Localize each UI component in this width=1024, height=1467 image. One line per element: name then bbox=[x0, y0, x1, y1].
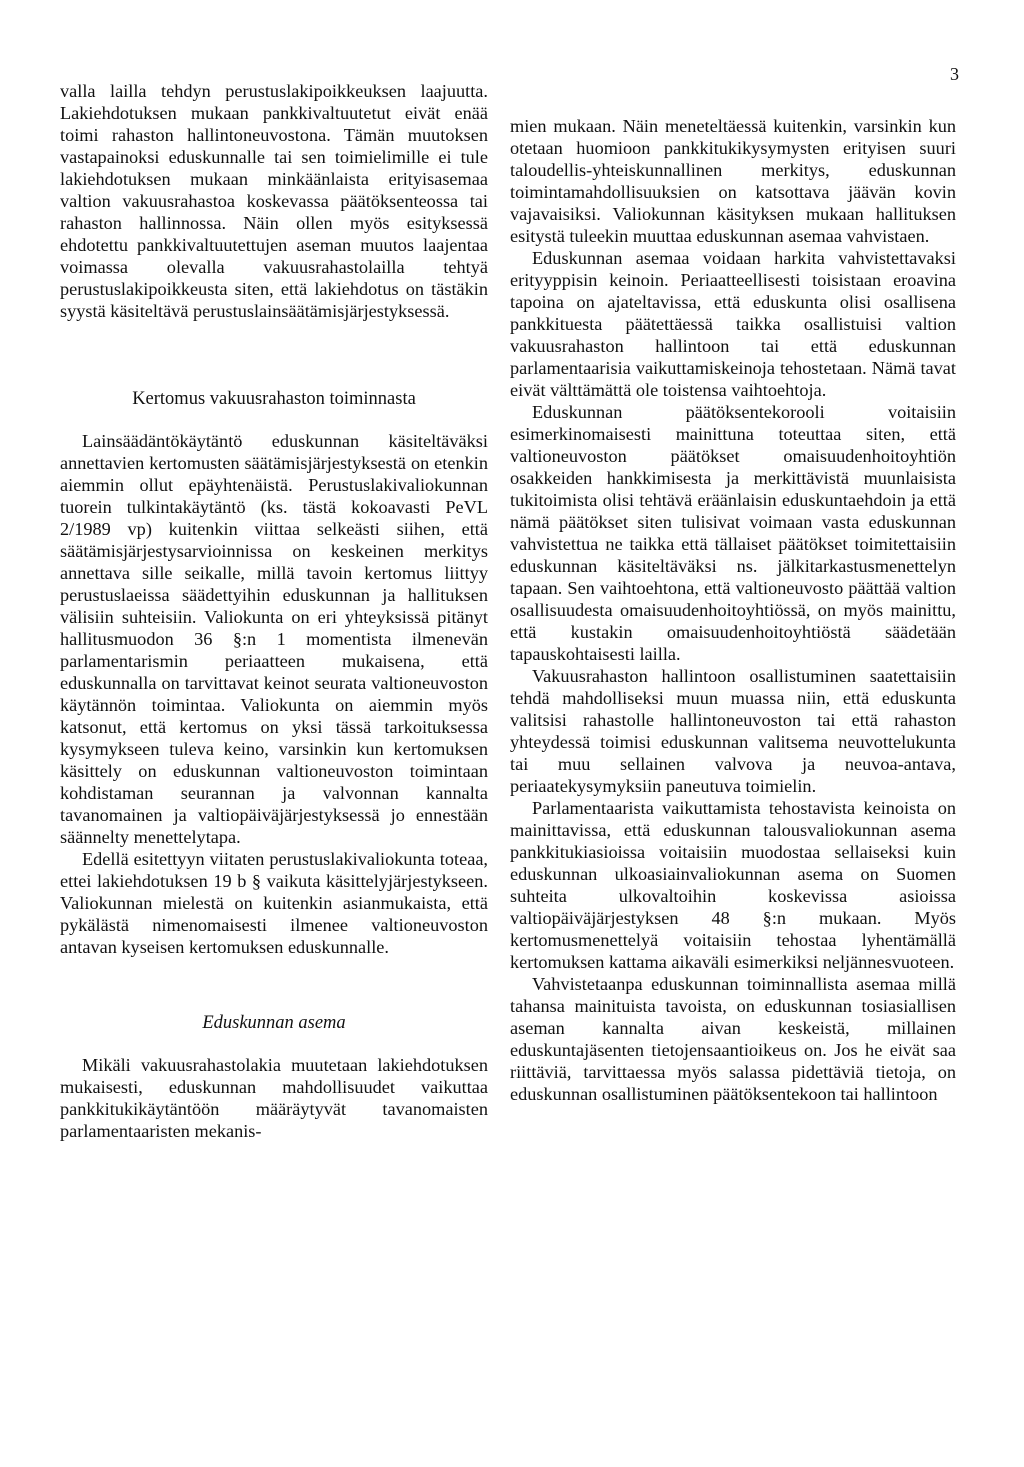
paragraph: Eduskunnan päätöksentekorooli voitaisiin esimerkinomaisesti mainittuna toteuttaa siten, että valtioneuvoston päätökset omaisuudenhoitoyhtiön osakkeiden hankkimisesta ja merkittävistä muunlaisista tukitoimista olisi tehtävä eräänlaisin eduskuntaehdoin ja että nämä päätökset siten tulisivat voimaan vasta eduskunnan vahvistettua ne taikka että tällaiset päätökset toimitettaisiin eduskunnan käsiteltäväksi ns. jälkitarkastusmenettelyn tapaan. Sen vaihtoehtona, että valtioneuvosto päättää valtion osallisuudesta omaisuudenhoitoyhtiössä, on myös mainittu, että kustakin omaisuudenhoitoyhtiöstä säädetään tapauskohtaisesti lailla. bbox=[510, 402, 956, 664]
paragraph: Parlamentaarista vaikuttamista tehostavista keinoista on mainittavissa, että eduskunnan talousvaliokunnan asema pankkitukiasioissa voitaisiin muodostaa sellaiseksi kuin eduskunnan ulkoasiainvaliokunnan asema on Suomen suhteita ulkovaltoihin koskevissa asioissa valtiopäiväjärjestyksen 48 §:n mukaan. Myös kertomusmenettelyä voitaisiin tehostaa lyhentämällä kertomuksen kattama aikaväli esimerkiksi neljännesvuoteen. bbox=[510, 798, 956, 972]
paragraph: mien mukaan. Näin meneteltäessä kuitenkin, varsinkin kun otetaan huomioon pankkitukikysymysten erityisen suuri taloudellis-yhteiskunnallinen merkitys, eduskunnan toimintamahdollisuuksien on katsottava jäävän kovin vajavaisiksi. Valiokunnan käsityksen mukaan hallituksen esitystä tuleekin muuttaa eduskunnan asemaa vahvistaen. bbox=[510, 116, 956, 246]
paragraph: Lainsäädäntökäytäntö eduskunnan käsiteltäväksi annettavien kertomusten säätämisjärjestyksestä on etenkin aiemmin ollut epäyhtenäistä. Perustuslakivaliokunnan tuorein tulkintakäytäntö (ks. tästä kokoavasti PeVL 2/1989 vp) kuitenkin viittaa selkeästi siihen, että säätämisjärjestysarvioinnissa on keskeinen merkitys annettava sille seikalle, millä tavoin kertomus liittyy perustuslaeissa säädettyihin eduskunnan ja hallituksen välisiin suhteisiin. Valiokunta on eri yhteyksissä pitänyt hallitusmuodon 36 §:n 1 momentista ilmenevän parlamentarismin periaatteen mukaisena, että eduskunnalla on tarvittavat keinot seurata valtioneuvoston käytännön toimintaa. Valiokunta on aiemmin myös katsonut, että kertomus on yksi tässä tarkoituksessa kysymykseen tuleva keino, varsinkin kun kertomuksen käsittely on eduskunnan valtioneuvoston toimintaan kohdistaman seurannan ja valvonnan kannalta tavanomainen ja valtiopäiväjärjestyksessä jo ennestään säännelty menettelytapa. bbox=[60, 431, 488, 847]
page-number: 3 bbox=[950, 64, 959, 84]
right-column bbox=[510, 115, 956, 1105]
paragraph: Edellä esitettyyn viitaten perustuslakivaliokunta toteaa, ettei lakiehdotuksen 19 b § vaikuta käsittelyjärjestykseen. Valiokunnan mielestä on kuitenkin asianmukaista, että pykälästä nimenomaisesti ilmenee valtioneuvoston antavan kyseisen kertomuksen eduskunnalle. bbox=[60, 849, 488, 957]
left-column bbox=[60, 80, 488, 1142]
paragraph: valla lailla tehdyn perustuslakipoikkeuksen laajuutta. Lakiehdotuksen mukaan pankkivaltuutetut eivät enää toimi rahaston hallintoneuvostona. Tämän muutoksen vastapainoksi eduskunnalle tai sen toimielimille ei tule lakiehdotuksen mukaan minkäänlaista erityisasemaa valtion vakuusrahastoa koskevassa päätöksenteossa tai rahaston hallinnossa. Näin ollen myös esityksessä ehdotettu pankkivaltuutettujen aseman muutos laajentaa voimassa olevalla vakuusrahastolailla tehtyä perustuslakipoikkeusta siten, että lakiehdotus on tästäkin syystä käsiteltävä perustuslainsäätämisjärjestyksessä. bbox=[60, 81, 488, 321]
section-heading-kertomus: Kertomus vakuusrahaston toiminnasta bbox=[132, 389, 416, 409]
paragraph: Mikäli vakuusrahastolakia muutetaan lakiehdotuksen mukaisesti, eduskunnan mahdollisuudet vaikuttaa pankkitukikäytäntöön määräytyvät tavanomaisten parlamentaaristen mekanis- bbox=[60, 1055, 488, 1141]
paragraph: Eduskunnan asemaa voidaan harkita vahvistettavaksi erityyppisin keinoin. Periaatteellisesti toisistaan eroavina tapoina on ajateltavissa, että eduskunta olisi osallisena pankkituesta päätettäessä taikka osallistuisi valtion vakuusrahaston hallintoon tai että eduskunnan parlamentaarisia vaikuttamiskeinoja tehostetaan. Nämä tavat eivät välttämättä ole toistensa vaihtoehtoja. bbox=[510, 248, 956, 400]
paragraph: Vahvistetaanpa eduskunnan toiminnallista asemaa millä tahansa mainituista tavoista, on eduskunnan tosiasiallisen aseman kannalta aivan keskeistä, millainen eduskuntajäsenten tietojensaantioikeus on. Jos he eivät saa riittäviä, tarvittaessa myös salassa pidettäviä tietoja, on eduskunnan osallistuminen päätöksentekoon tai hallintoon bbox=[510, 974, 956, 1104]
paragraph: Vakuusrahaston hallintoon osallistuminen saatettaisiin tehdä mahdolliseksi muun muassa niin, että eduskunta valitsisi rahastolle hallintoneuvoston tai että rahaston yhteydessä toimisi eduskunnan valitsema neuvottelukunta tai muu sellainen valvova ja neuvoa-antava, periaatekysymyksiin paneutuva toimielin. bbox=[510, 666, 956, 796]
section-heading-eduskunnan-asema: Eduskunnan asema bbox=[202, 1013, 346, 1033]
